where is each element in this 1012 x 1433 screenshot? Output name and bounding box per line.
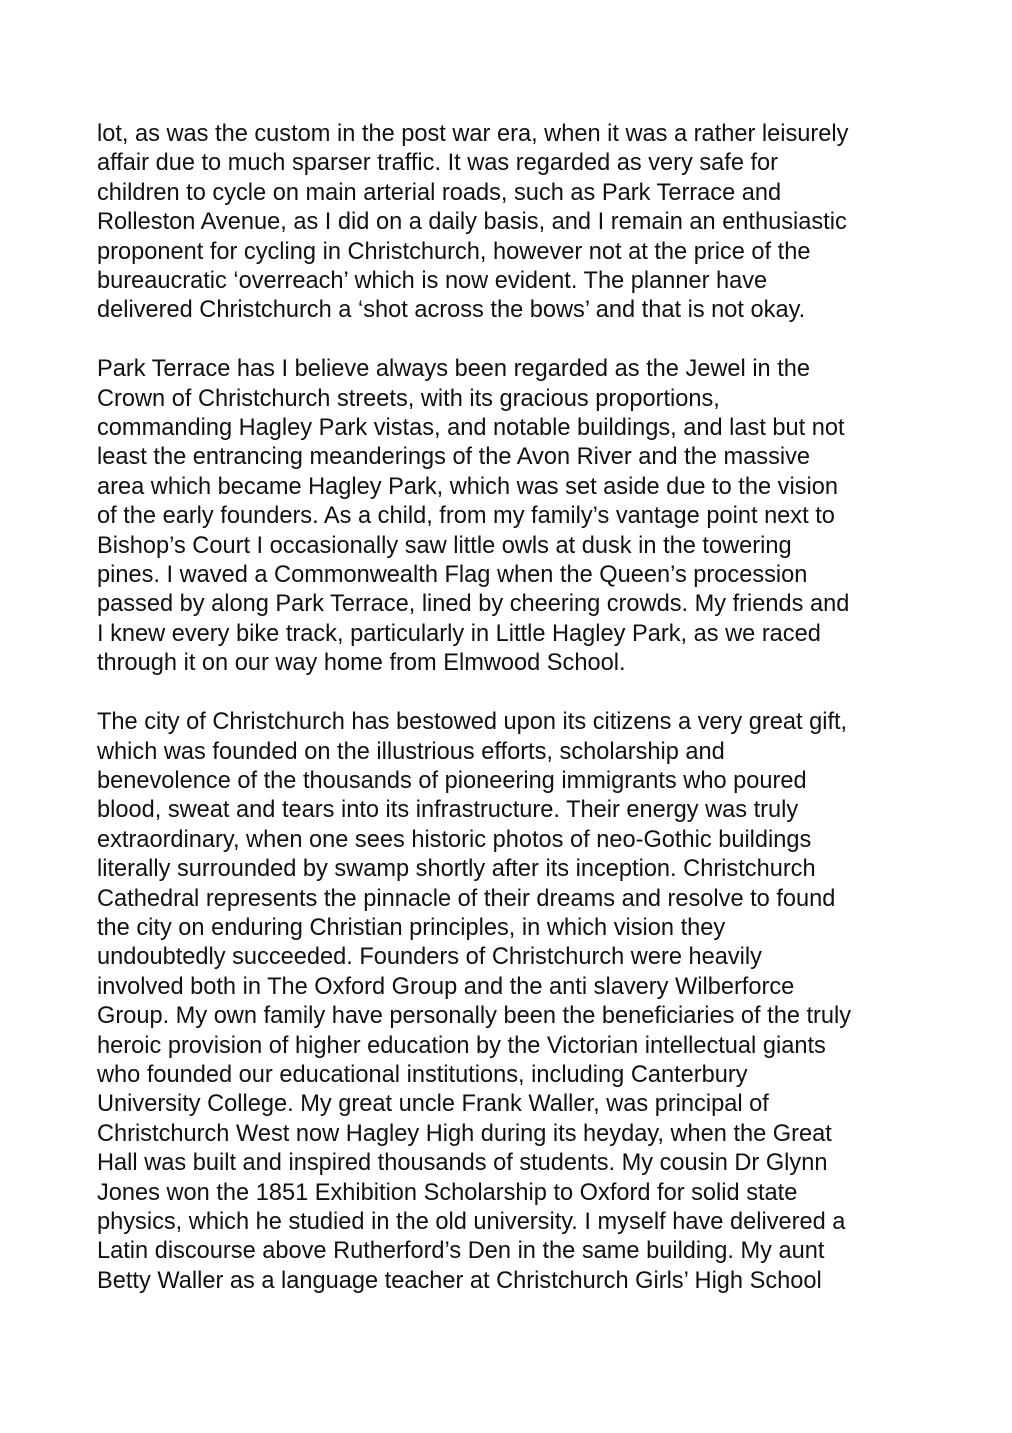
text-line: The city of Christchurch has bestowed upon its citizens a very great gift,	[97, 709, 848, 736]
text-line: extraordinary, when one sees historic photos of neo-Gothic buildings	[97, 826, 812, 853]
text-line: of the early founders. As a child, from my family’s vantage point next to	[97, 503, 835, 530]
text-line: bureaucratic ‘overreach’ which is now evident. The planner have	[97, 268, 768, 295]
text-line: Bishop’s Court I occasionally saw little owls at dusk in the towering	[97, 532, 792, 559]
text-line: physics, which he studied in the old university. I myself have delivered a	[97, 1209, 846, 1235]
text-line: Group. My own family have personally been the beneficiaries of the truly	[97, 1003, 852, 1030]
text-line: children to cycle on main arterial roads, such as Park Terrace and	[97, 179, 782, 206]
text-line: which was founded on the illustrious efforts, scholarship and	[97, 738, 725, 765]
text-line: Crown of Christchurch streets, with its gracious proportions,	[97, 385, 720, 412]
text-line: Latin discourse above Rutherford’s Den in the same building. My aunt	[97, 1238, 825, 1265]
text-line: benevolence of the thousands of pioneering immigrants who poured	[97, 767, 807, 794]
paragraph-3	[97, 708, 927, 1296]
text-line: pines. I waved a Commonwealth Flag when the Queen’s procession	[97, 562, 808, 589]
text-line: Betty Waller as a language teacher at Christchurch Girls’ High School	[97, 1267, 822, 1294]
paragraph-1	[97, 120, 927, 326]
text-line: proponent for cycling in Christchurch, however not at the price of the	[97, 238, 811, 265]
text-line: lot, as was the custom in the post war era, when it was a rather leisurely	[97, 121, 849, 147]
text-line: least the entrancing meanderings of the Avon River and the massive	[97, 444, 811, 471]
text-line: blood, sweat and tears into its infrastructure. Their energy was truly	[97, 797, 799, 824]
text-line: Rolleston Avenue, as I did on a daily basis, and I remain an enthusiastic	[97, 209, 847, 236]
text-line: affair due to much sparser traffic. It was regarded as very safe for	[97, 150, 779, 177]
document-body	[97, 120, 927, 1326]
text-line: area which became Hagley Park, which was set aside due to the vision	[97, 473, 838, 500]
text-line: through it on our way home from Elmwood School.	[97, 650, 626, 677]
text-line: involved both in The Oxford Group and the anti slavery Wilberforce	[97, 973, 795, 1000]
text-line: University College. My great uncle Frank Waller, was principal of	[97, 1091, 769, 1118]
text-line: Cathedral represents the pinnacle of their dreams and resolve to found	[97, 885, 836, 912]
text-line: heroic provision of higher education by the Victorian intellectual giants	[97, 1032, 826, 1059]
text-line: literally surrounded by swamp shortly after its inception. Christchurch	[97, 856, 816, 883]
text-line: delivered Christchurch a ‘shot across the bows’ and that is not okay.	[97, 297, 806, 324]
text-line: undoubtedly succeeded. Founders of Christchurch were heavily	[97, 944, 762, 971]
text-line: commanding Hagley Park vistas, and notable buildings, and last but not	[97, 415, 845, 442]
text-line: Jones won the 1851 Exhibition Scholarship to Oxford for solid state	[97, 1179, 798, 1206]
text-line: Christchurch West now Hagley High during its heyday, when the Great	[97, 1120, 832, 1147]
text-line: the city on enduring Christian principles, in which vision they	[97, 914, 726, 941]
text-line: Hall was built and inspired thousands of students. My cousin Dr Glynn	[97, 1150, 828, 1177]
text-line: I knew every bike track, particularly in Little Hagley Park, as we raced	[97, 620, 821, 647]
text-line: Park Terrace has I believe always been regarded as the Jewel in the	[97, 356, 811, 383]
paragraph-2	[97, 355, 927, 678]
text-line: who founded our educational institutions, including Canterbury	[97, 1061, 748, 1088]
text-line: passed by along Park Terrace, lined by cheering crowds. My friends and	[97, 591, 850, 618]
